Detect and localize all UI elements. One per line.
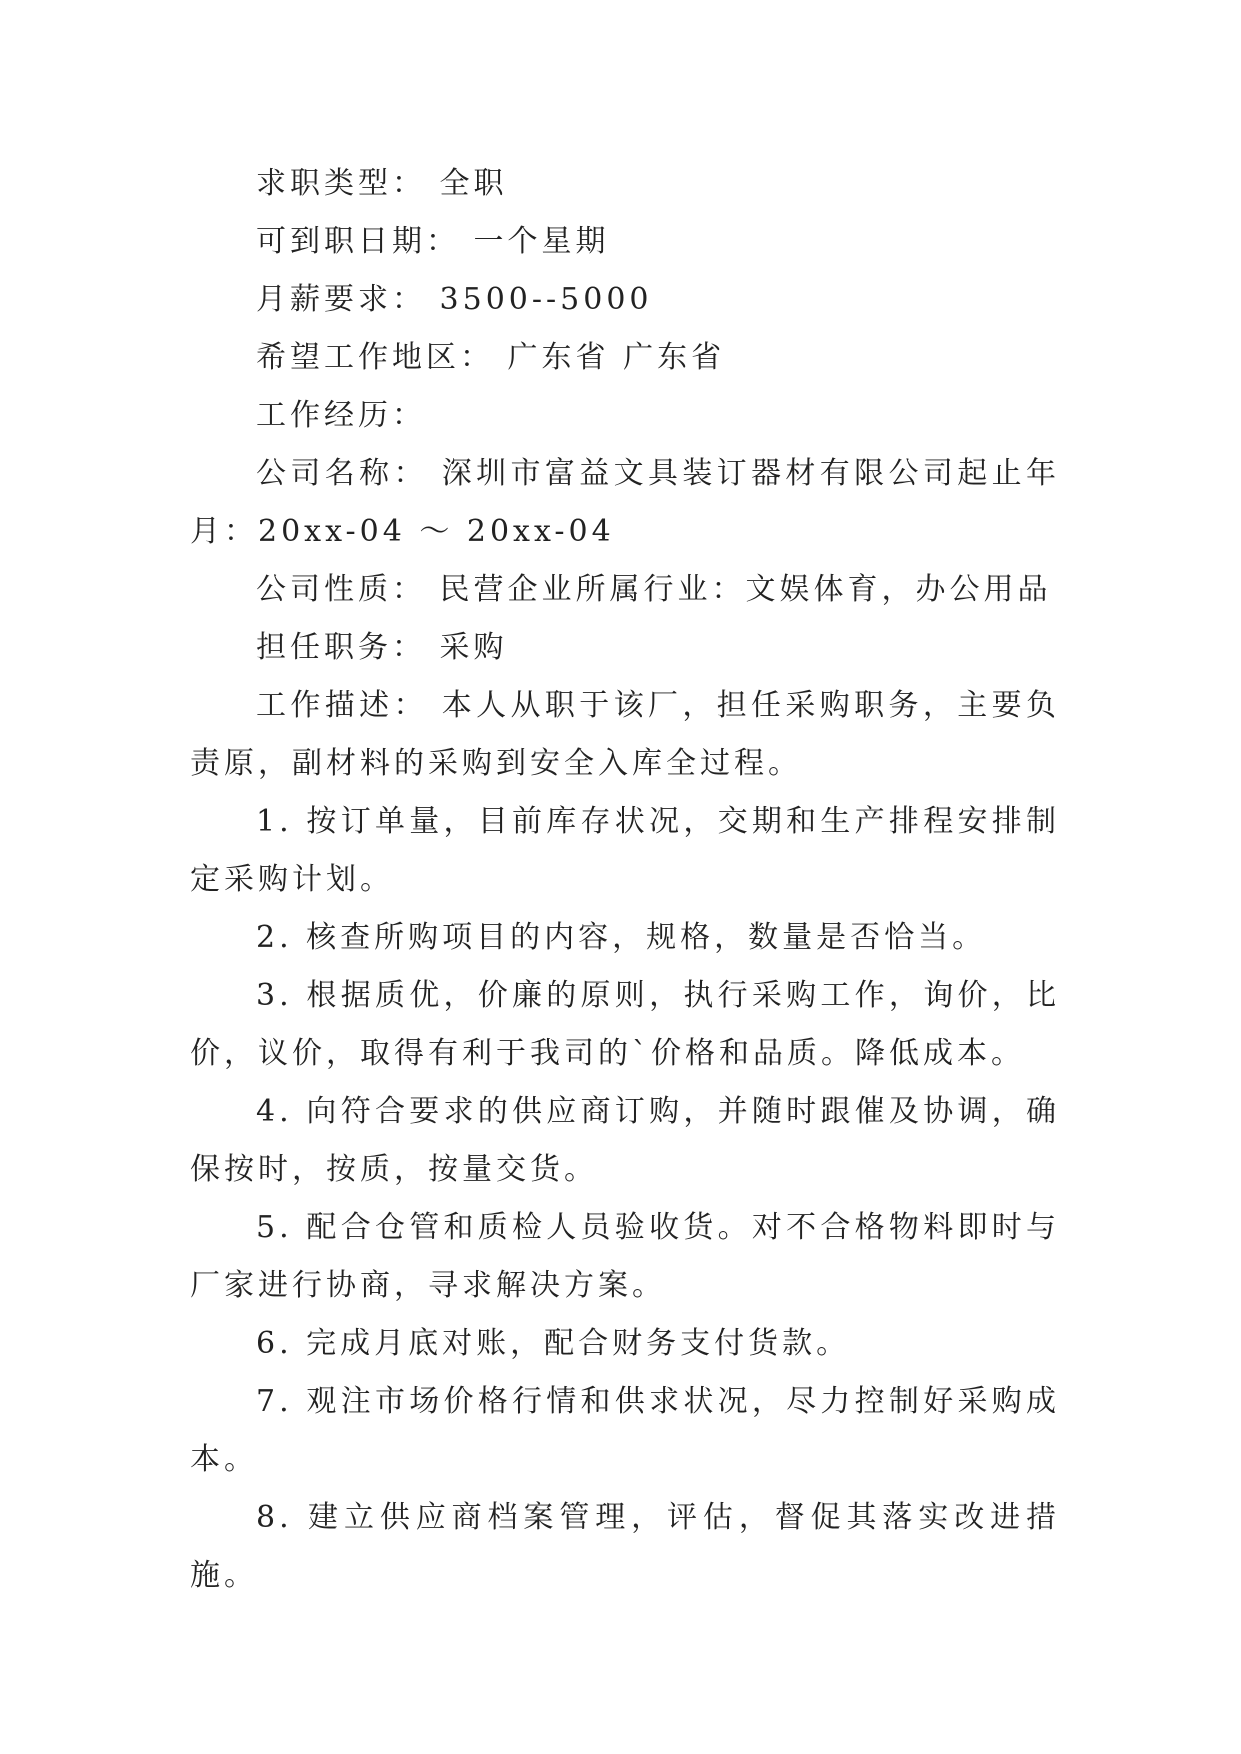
duty-item-3: 3. 根据质优，价廉的原则，执行采购工作，询价，比价，议价，取得有利于我司的`价格和品质。降低成本。 [190,978,1060,1071]
duty-item-8: 8. 建立供应商档案管理，评估，督促其落实改进措施。 [190,1500,1060,1593]
duty-item-5: 5. 配合仓管和质检人员验收货。对不合格物料即时与厂家进行协商，寻求解决方案。 [190,1210,1060,1303]
duty-item-2: 2. 核查所购项目的内容，规格，数量是否恰当。 [256,920,987,955]
job-description-line: 工作描述： 本人从职于该厂，担任采购职务，主要负责原，副材料的采购到安全入库全过程。 [190,688,1060,781]
duty-item-6: 6. 完成月底对账，配合财务支付货款。 [256,1326,851,1361]
start-date-line: 可到职日期： 一个星期 [256,224,610,259]
salary-line: 月薪要求： 3500--5000 [256,282,653,317]
location-line: 希望工作地区： 广东省 广东省 [256,340,726,375]
job-type-line: 求职类型： 全职 [256,166,508,201]
work-history-heading: 工作经历： [256,398,426,433]
duty-item-1: 1. 按订单量，目前库存状况，交期和生产排程安排制定采购计划。 [190,804,1060,897]
company-type-line: 公司性质： 民营企业所属行业：文娱体育，办公用品 [256,572,1052,607]
duty-item-7: 7. 观注市场价格行情和供求状况，尽力控制好采购成本。 [190,1384,1060,1477]
company-name-line: 公司名称： 深圳市富益文具装订器材有限公司起止年月：20xx-04 ～ 20xx-04 [190,456,1060,549]
document-body [190,155,1060,1605]
duty-item-4: 4. 向符合要求的供应商订购，并随时跟催及协调，确保按时，按质，按量交货。 [190,1094,1060,1187]
position-line: 担任职务： 采购 [256,630,508,665]
